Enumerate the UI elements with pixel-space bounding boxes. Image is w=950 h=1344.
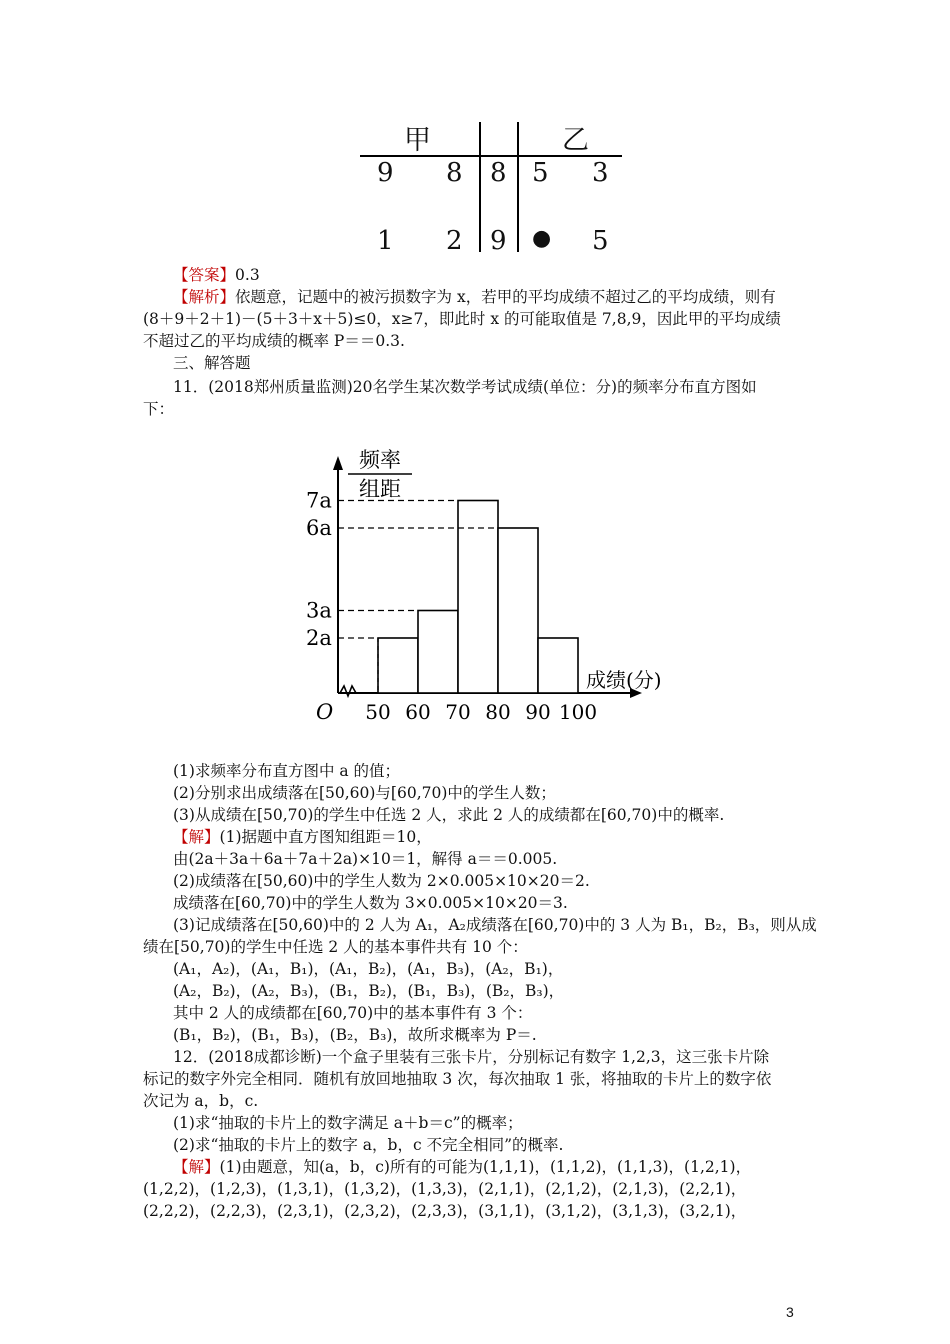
solution-text: (A₁，A₂)，(A₁，B₁)，(A₁，B₂)，(A₁，B₃)，(A₂，B₁)， bbox=[173, 960, 564, 978]
solution-bracket: 】 bbox=[204, 828, 220, 846]
leaf-right: 5 bbox=[532, 158, 549, 188]
x-tick-label: 70 bbox=[445, 700, 471, 724]
histogram-bar bbox=[458, 501, 498, 694]
solution-text: (A₂，B₂)，(A₂，B₃)，(B₁，B₂)，(B₁，B₃)，(B₂，B₃)， bbox=[173, 982, 565, 1000]
y-tick-label: 3a bbox=[306, 598, 332, 623]
x-tick-label: 80 bbox=[485, 700, 511, 724]
solution-text: 成绩落在[60,70)中的学生人数为 3×0.005×10×20＝3. bbox=[173, 894, 568, 912]
x-axis-label: 成绩(分) bbox=[586, 668, 662, 692]
solution-text: 由(2a＋3a＋6a＋7a＋2a)×10＝1，解得 a＝＝0.005. bbox=[173, 850, 558, 868]
section-title: 三、解答题 bbox=[173, 354, 251, 372]
q12-text: 次记为 a，b，c. bbox=[143, 1092, 259, 1110]
histogram-bar bbox=[538, 638, 578, 693]
answer-line bbox=[173, 264, 260, 286]
answer-bracket: 】 bbox=[219, 266, 236, 284]
analysis-tag: 解析 bbox=[188, 288, 220, 306]
answer-value: 0.3 bbox=[235, 266, 260, 284]
q11-subquestion: (2)分别求出成绩落在[50,60)与[60,70)中的学生人数； bbox=[173, 784, 556, 802]
solution-bracket: 【 bbox=[173, 828, 189, 846]
analysis-bracket: 【 bbox=[173, 288, 189, 306]
left-header: 甲 bbox=[404, 125, 431, 156]
analysis-text: 不超过乙的平均成绩的概率 P＝＝0.3. bbox=[143, 332, 405, 350]
histogram-bar bbox=[378, 638, 418, 693]
y-label-numerator: 频率 bbox=[359, 448, 401, 472]
solution-bracket: 【 bbox=[173, 1158, 189, 1176]
q11-text: 11．(2018郑州质量监测)20名学生某次数学考试成绩(单位：分)的频率分布直方图如 bbox=[173, 378, 757, 396]
leaf-right: 5 bbox=[592, 226, 609, 256]
leaf-left: 8 bbox=[446, 158, 463, 188]
solution-text: (1)据题中直方图知组距＝10， bbox=[219, 828, 432, 846]
x-tick-label: 60 bbox=[405, 700, 431, 724]
q12-text: 标记的数字外完全相同．随机有放回地抽取 3 次，每次抽取 1 张，将抽取的卡片上的数字依 bbox=[143, 1070, 772, 1088]
histogram-bar bbox=[498, 528, 538, 693]
axis-break-zigzag bbox=[340, 686, 356, 696]
solution-text: (2)成绩落在[50,60)中的学生人数为 2×0.005×10×20＝2. bbox=[173, 872, 590, 890]
stem-value: 9 bbox=[490, 226, 507, 256]
y-tick-label: 6a bbox=[306, 516, 332, 540]
solution-text: (2,2,2)，(2,2,3)，(2,3,1)，(2,3,2)，(2,3,3)，(3,1,1)，(3,1,2)，(3,1,3)，(3,2,1)， bbox=[143, 1202, 747, 1220]
x-tick-label: 100 bbox=[558, 700, 598, 724]
x-tick-label: 50 bbox=[365, 700, 391, 724]
y-axis-arrow bbox=[333, 456, 343, 470]
leaf-left: 9 bbox=[377, 158, 394, 188]
solution-tag: 解 bbox=[188, 828, 205, 846]
leaf-right: 3 bbox=[592, 158, 609, 188]
q12-text: 12．(2018成都诊断)一个盒子里装有三张卡片，分别标记有数字 1,2,3，这三张卡片除 bbox=[173, 1048, 770, 1066]
histogram-bar bbox=[418, 611, 458, 694]
solution-bracket: 】 bbox=[204, 1158, 220, 1176]
right-header: 乙 bbox=[562, 125, 589, 156]
histogram-chart bbox=[300, 440, 680, 730]
q11-text: 下： bbox=[143, 400, 175, 418]
solution-text: 绩在[50,70)的学生中任选 2 人的基本事件共有 10 个： bbox=[143, 938, 528, 956]
q11-solution-line bbox=[173, 826, 432, 848]
analysis-text: (8＋9＋2＋1)－(5＋3＋x＋5)≤0，x≥7，即此时 x 的可能取值是 7,8,9，因此甲的平均成绩 bbox=[143, 310, 781, 328]
y-tick-label: 2a bbox=[306, 626, 332, 650]
stem-leaf-plot bbox=[360, 118, 630, 258]
solution-text: (1,2,2)，(1,2,3)，(1,3,1)，(1,3,2)，(1,3,3)，(2,1,1)，(2,1,2)，(2,1,3)，(2,2,1)， bbox=[143, 1180, 747, 1198]
q11-subquestion: (1)求频率分布直方图中 a 的值； bbox=[173, 762, 401, 780]
solution-text: (3)记成绩落在[50,60)中的 2 人为 A₁，A₂成绩落在[60,70)中的 3 人为 B₁，B₂，B₃，则从成 bbox=[173, 916, 817, 934]
origin-label: O bbox=[316, 700, 334, 724]
page-number: 3 bbox=[786, 1304, 794, 1320]
stem-value: 8 bbox=[490, 158, 507, 188]
answer-bracket: 【 bbox=[173, 266, 189, 284]
answer-tag: 答案 bbox=[188, 266, 220, 284]
analysis-text: 依题意，记题中的被污损数字为 x，若甲的平均成绩不超过乙的平均成绩，则有 bbox=[235, 288, 776, 306]
smudged-digit: ● bbox=[532, 226, 552, 251]
q11-subquestion: (3)从成绩在[50,70)的学生中任选 2 人，求此 2 人的成绩都在[60,70)中的概率. bbox=[173, 806, 725, 824]
solution-text: (B₁，B₂)，(B₁，B₃)，(B₂，B₃)，故所求概率为 P＝. bbox=[173, 1026, 537, 1044]
solution-text: (1)由题意，知(a，b，c)所有的可能为(1,1,1)，(1,1,2)，(1,1,3)，(1,2,1)， bbox=[219, 1158, 752, 1176]
q12-solution-line bbox=[173, 1156, 751, 1178]
q12-subquestion: (1)求“抽取的卡片上的数字满足 a＋b＝c”的概率； bbox=[173, 1114, 523, 1132]
analysis-line bbox=[173, 286, 776, 308]
solution-text: 其中 2 人的成绩都在[60,70)中的基本事件有 3 个： bbox=[173, 1004, 533, 1022]
x-tick-label: 90 bbox=[525, 700, 551, 724]
y-label-denominator: 组距 bbox=[359, 477, 401, 501]
leaf-left: 2 bbox=[446, 226, 463, 256]
analysis-bracket: 】 bbox=[219, 288, 236, 306]
y-tick-label: 7a bbox=[306, 488, 332, 513]
q12-subquestion: (2)求“抽取的卡片上的数字 a，b，c 不完全相同”的概率. bbox=[173, 1136, 564, 1154]
solution-tag: 解 bbox=[188, 1158, 205, 1176]
leaf-left: 1 bbox=[377, 226, 394, 256]
